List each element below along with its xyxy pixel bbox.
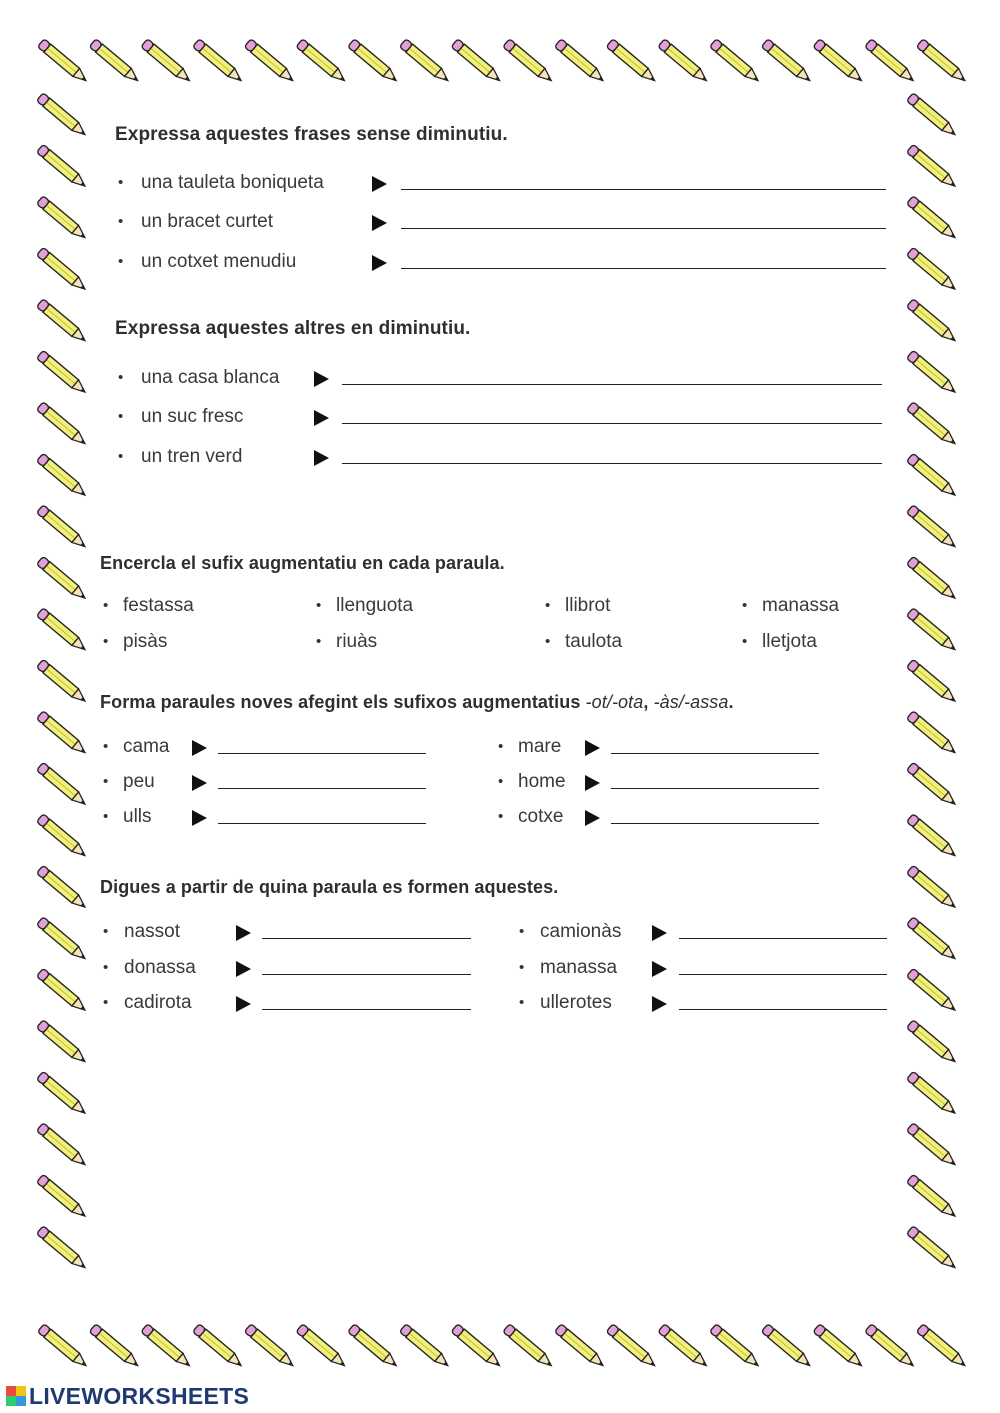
arrow-right-icon — [585, 810, 600, 826]
prompt-text: un tren verd — [141, 446, 243, 467]
pencil-icon — [503, 39, 555, 85]
bullet: • — [103, 959, 109, 976]
pencil-icon — [36, 865, 88, 911]
pencil-icon — [865, 1324, 917, 1370]
pencil-icon — [813, 39, 865, 85]
exercise1-item — [118, 171, 888, 199]
pencil-icon — [906, 659, 958, 705]
answer-input[interactable] — [262, 938, 471, 939]
pencil-icon — [36, 299, 88, 345]
bullet: • — [103, 808, 109, 825]
pencil-icon — [36, 1123, 88, 1169]
arrow-right-icon — [314, 410, 329, 426]
pencil-icon — [761, 1324, 813, 1370]
bullet: • — [742, 633, 748, 650]
pencil-icon — [658, 39, 710, 85]
pencil-icon — [36, 1071, 88, 1117]
answer-input[interactable] — [218, 788, 426, 789]
arrow-right-icon — [652, 925, 667, 941]
pencil-icon — [36, 968, 88, 1014]
answer-input[interactable] — [679, 938, 887, 939]
pencil-icon — [141, 39, 193, 85]
exercise4-left-item — [103, 805, 433, 833]
pencil-icon — [399, 39, 451, 85]
pencil-icon — [710, 1324, 762, 1370]
pencil-icon — [348, 1324, 400, 1370]
pencil-icon — [244, 39, 296, 85]
answer-input[interactable] — [401, 228, 886, 229]
circle-word-option[interactable] — [316, 630, 378, 654]
bullet: • — [118, 174, 124, 191]
answer-input[interactable] — [342, 384, 882, 385]
exercise5-right-item — [519, 991, 899, 1019]
prompt-text: un bracet curtet — [141, 211, 274, 232]
pencil-icon — [906, 1020, 958, 1066]
pencil-icon — [906, 865, 958, 911]
prompt-text: un cotxet menudiu — [141, 251, 297, 272]
pencil-icon — [89, 39, 141, 85]
bullet: • — [118, 253, 124, 270]
arrow-right-icon — [236, 925, 251, 941]
arrow-right-icon — [314, 450, 329, 466]
word-text: pisàs — [123, 631, 168, 652]
bullet: • — [118, 448, 124, 465]
pencil-icon — [36, 814, 88, 860]
section1-heading: Expressa aquestes frases sense diminutiu. — [115, 124, 508, 145]
pencil-icon — [761, 39, 813, 85]
prompt-text: cotxe — [518, 806, 564, 827]
bullet: • — [742, 597, 748, 614]
arrow-right-icon — [652, 961, 667, 977]
prompt-text: cadirota — [124, 992, 192, 1013]
circle-word-option[interactable] — [103, 630, 168, 654]
pencil-icon — [36, 505, 88, 551]
pencil-icon — [36, 1226, 88, 1272]
prompt-text: nassot — [124, 921, 180, 942]
section5-heading: Digues a partir de quina paraula es formen aquestes. — [100, 877, 559, 897]
exercise5-right-item — [519, 956, 899, 984]
bullet: • — [103, 597, 109, 614]
bullet: • — [103, 773, 109, 790]
circle-word-option[interactable] — [316, 594, 414, 618]
pencil-icon — [36, 144, 88, 190]
pencil-icon — [451, 1324, 503, 1370]
circle-word-option[interactable] — [545, 630, 623, 654]
circle-word-option[interactable] — [742, 594, 840, 618]
pencil-icon — [36, 1174, 88, 1220]
pencil-icon — [36, 917, 88, 963]
answer-input[interactable] — [611, 753, 819, 754]
pencil-icon — [658, 1324, 710, 1370]
pencil-icon — [916, 39, 968, 85]
arrow-right-icon — [372, 255, 387, 271]
pencil-icon — [399, 1324, 451, 1370]
brand-name: LIVEWORKSHEETS — [29, 1382, 250, 1409]
word-text: riuàs — [336, 631, 378, 652]
pencil-icon — [906, 1174, 958, 1220]
prompt-text: manassa — [540, 957, 618, 978]
arrow-right-icon — [314, 371, 329, 387]
word-text: llenguota — [336, 595, 414, 616]
bullet: • — [103, 994, 109, 1011]
pencil-icon — [906, 1071, 958, 1117]
pencil-icon — [296, 1324, 348, 1370]
liveworksheets-logo[interactable] — [6, 1383, 249, 1409]
answer-input[interactable] — [342, 423, 882, 424]
bullet: • — [103, 738, 109, 755]
pencil-icon — [36, 1020, 88, 1066]
section2-heading: Expressa aquestes altres en diminutiu. — [115, 318, 471, 339]
answer-input[interactable] — [611, 788, 819, 789]
pencil-icon — [916, 1324, 968, 1370]
pencil-icon — [451, 39, 503, 85]
word-text: festassa — [123, 595, 194, 616]
word-text: manassa — [762, 595, 840, 616]
pencil-icon — [906, 711, 958, 757]
exercise1-item — [118, 250, 888, 278]
exercise1-item — [118, 210, 888, 238]
bullet: • — [498, 808, 504, 825]
prompt-text: una casa blanca — [141, 367, 280, 388]
bullet: • — [118, 213, 124, 230]
arrow-right-icon — [585, 775, 600, 791]
pencil-icon — [36, 402, 88, 448]
word-text: llibrot — [565, 595, 611, 616]
pencil-icon — [36, 711, 88, 757]
exercise4-right-item — [498, 805, 828, 833]
pencil-icon — [554, 39, 606, 85]
prompt-text: camionàs — [540, 921, 622, 942]
word-text: taulota — [565, 631, 623, 652]
bullet: • — [103, 633, 109, 650]
answer-input[interactable] — [679, 1009, 887, 1010]
pencil-icon — [36, 659, 88, 705]
section4-suffix-ot: -ot/-ota — [585, 692, 644, 712]
pencil-icon — [906, 350, 958, 396]
pencil-icon — [906, 505, 958, 551]
pencil-icon — [606, 39, 658, 85]
answer-input[interactable] — [342, 463, 882, 464]
bullet: • — [316, 597, 322, 614]
bullet: • — [316, 633, 322, 650]
answer-input[interactable] — [218, 823, 426, 824]
arrow-right-icon — [652, 996, 667, 1012]
pencil-icon — [244, 1324, 296, 1370]
exercise5-left-item — [103, 920, 483, 948]
arrow-right-icon — [585, 740, 600, 756]
pencil-icon — [906, 402, 958, 448]
liveworksheets-logo-icon — [6, 1386, 26, 1406]
prompt-text: ulls — [123, 806, 152, 827]
bullet: • — [519, 959, 525, 976]
pencil-icon — [141, 1324, 193, 1370]
section4-heading-text: Forma paraules noves afegint els sufixos augmentatius — [100, 692, 586, 712]
bullet: • — [519, 994, 525, 1011]
bullet: • — [545, 597, 551, 614]
exercise4-left-item — [103, 735, 433, 763]
section4-heading-end: . — [728, 692, 734, 712]
answer-input[interactable] — [401, 268, 886, 269]
circle-word-option[interactable] — [103, 594, 194, 618]
exercise4-right-item — [498, 770, 828, 798]
exercise4-left-item — [103, 770, 433, 798]
bullet: • — [498, 738, 504, 755]
prompt-text: una tauleta boniqueta — [141, 172, 324, 193]
section4-suffix-as: -às/-assa — [653, 692, 729, 712]
pencil-icon — [36, 453, 88, 499]
pencil-icon — [36, 196, 88, 242]
prompt-text: mare — [518, 736, 562, 757]
pencil-icon — [36, 247, 88, 293]
pencil-icon — [36, 608, 88, 654]
arrow-right-icon — [372, 176, 387, 192]
prompt-text: donassa — [124, 957, 196, 978]
pencil-icon — [906, 196, 958, 242]
exercise5-right-item — [519, 920, 899, 948]
answer-input[interactable] — [679, 974, 887, 975]
prompt-text: ullerotes — [540, 992, 612, 1013]
section4-heading — [100, 692, 734, 713]
circle-word-option[interactable] — [545, 594, 611, 618]
pencil-icon — [348, 39, 400, 85]
prompt-text: cama — [123, 736, 170, 757]
section3-heading: Encercla el sufix augmentatiu en cada paraula. — [100, 553, 505, 573]
exercise2-item — [118, 445, 888, 473]
pencil-icon — [906, 1123, 958, 1169]
pencil-icon — [296, 39, 348, 85]
pencil-icon — [606, 1324, 658, 1370]
pencil-icon — [193, 39, 245, 85]
answer-input[interactable] — [262, 974, 471, 975]
answer-input[interactable] — [401, 189, 886, 190]
exercise2-item — [118, 405, 888, 433]
pencil-icon — [906, 968, 958, 1014]
exercise5-left-item — [103, 956, 483, 984]
answer-input[interactable] — [218, 753, 426, 754]
pencil-icon — [37, 1324, 89, 1370]
pencil-icon — [906, 144, 958, 190]
pencil-icon — [36, 93, 88, 139]
prompt-text: un suc fresc — [141, 406, 244, 427]
arrow-right-icon — [192, 810, 207, 826]
pencil-icon — [865, 39, 917, 85]
arrow-right-icon — [192, 740, 207, 756]
pencil-icon — [36, 556, 88, 602]
arrow-right-icon — [236, 996, 251, 1012]
pencil-icon — [906, 453, 958, 499]
exercise4-right-item — [498, 735, 828, 763]
pencil-icon — [906, 814, 958, 860]
pencil-icon — [906, 1226, 958, 1272]
bullet: • — [498, 773, 504, 790]
word-text: lletjota — [762, 631, 817, 652]
pencil-icon — [813, 1324, 865, 1370]
pencil-icon — [36, 762, 88, 808]
prompt-text: home — [518, 771, 566, 792]
bullet: • — [519, 923, 525, 940]
section4-heading-sep: , — [643, 692, 654, 712]
pencil-icon — [89, 1324, 141, 1370]
pencil-icon — [906, 917, 958, 963]
pencil-icon — [710, 39, 762, 85]
pencil-icon — [36, 350, 88, 396]
arrow-right-icon — [192, 775, 207, 791]
pencil-icon — [906, 299, 958, 345]
pencil-icon — [554, 1324, 606, 1370]
arrow-right-icon — [372, 215, 387, 231]
bullet: • — [118, 408, 124, 425]
bullet: • — [103, 923, 109, 940]
pencil-icon — [503, 1324, 555, 1370]
answer-input[interactable] — [262, 1009, 471, 1010]
bullet: • — [118, 369, 124, 386]
bullet: • — [545, 633, 551, 650]
circle-word-option[interactable] — [742, 630, 817, 654]
exercise5-left-item — [103, 991, 483, 1019]
arrow-right-icon — [236, 961, 251, 977]
exercise2-item — [118, 366, 888, 394]
pencil-icon — [906, 556, 958, 602]
pencil-icon — [906, 247, 958, 293]
pencil-icon — [906, 608, 958, 654]
answer-input[interactable] — [611, 823, 819, 824]
prompt-text: peu — [123, 771, 155, 792]
pencil-icon — [906, 762, 958, 808]
pencil-icon — [193, 1324, 245, 1370]
pencil-icon — [906, 93, 958, 139]
pencil-icon — [37, 39, 89, 85]
